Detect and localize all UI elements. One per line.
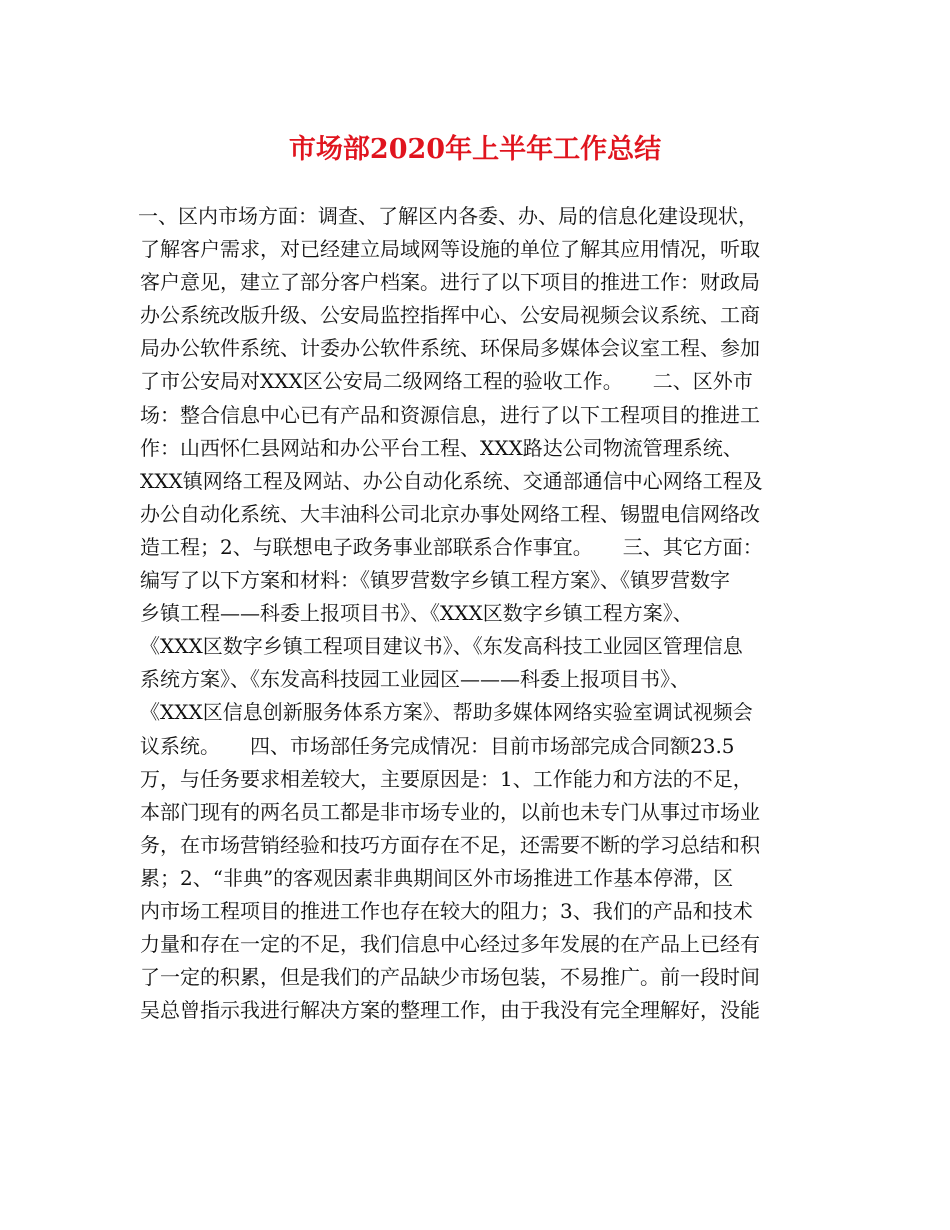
body-line: 编写了以下方案和材料：《镇罗营数字乡镇工程方案》、《镇罗营数字 <box>140 568 730 593</box>
body-line: 办公系统改版升级、公安局监控指挥中心、公安局视频会议系统、工商 <box>140 303 760 328</box>
body-line: 了解客户需求，对已经建立局域网等设施的单位了解其应用情况，听取 <box>140 237 760 262</box>
body-line: 累；2、“非典”的客观因素非典期间区外市场推进工作基本停滞，区 <box>140 865 734 890</box>
body-line: 客户意见，建立了部分客户档案。进行了以下项目的推进工作：财政局 <box>140 270 760 295</box>
body-line: 场：整合信息中心已有产品和资源信息，进行了以下工程项目的推进工 <box>140 402 760 427</box>
body-line: 局办公软件系统、计委办公软件系统、环保局多媒体会议室工程、参加 <box>140 336 760 361</box>
body-line: 乡镇工程——科委上报项目书》、《XXX区数字乡镇工程方案》、 <box>140 601 693 626</box>
body-line: 务，在市场营销经验和技巧方面存在不足，还需要不断的学习总结和积 <box>140 832 760 857</box>
body-line: 《XXX区信息创新服务体系方案》、帮助多媒体网络实验室调试视频会 <box>140 700 753 725</box>
body-line: 本部门现有的两名员工都是非市场专业的，以前也未专门从事过市场业 <box>140 799 760 824</box>
body-line: XXX镇网络工程及网站、办公自动化系统、交通部通信中心网络工程及 <box>140 468 763 493</box>
body-line: 议系统。 四、市场部任务完成情况：目前市场部完成合同额23.5 <box>140 733 735 758</box>
body-line: 吴总曾指示我进行解决方案的整理工作，由于我没有完全理解好，没能 <box>140 998 760 1023</box>
body-line: 内市场工程项目的推进工作也存在较大的阻力；3、我们的产品和技术 <box>140 898 753 923</box>
body-line: 万，与任务要求相差较大，主要原因是：1、工作能力和方法的不足， <box>140 766 753 791</box>
body-line: 系统方案》、《东发高科技园工业园区———科委上报项目书》、 <box>140 667 690 692</box>
body-line: 《XXX区数字乡镇工程项目建议书》、《东发高科技工业园区管理信息 <box>140 634 743 659</box>
document-body <box>140 200 820 1027</box>
body-line: 一、区内市场方面：调查、了解区内各委、办、局的信息化建设现状， <box>138 204 758 228</box>
body-line: 了市公安局对XXX区公安局二级网络工程的验收工作。 二、区外市 <box>140 369 753 394</box>
body-line: 作：山西怀仁县网站和办公平台工程、XXX路达公司物流管理系统、 <box>140 435 743 460</box>
body-line: 造工程；2、与联想电子政务事业部联系合作事宜。 三、其它方面： <box>140 534 763 559</box>
body-line: 了一定的积累，但是我们的产品缺少市场包装，不易推广。前一段时间 <box>140 965 760 990</box>
body-line: 力量和存在一定的不足，我们信息中心经过多年发展的在产品上已经有 <box>140 932 760 957</box>
document-title: 市场部2020年上半年工作总结 <box>288 134 662 165</box>
body-line: 办公自动化系统、大丰油科公司北京办事处网络工程、锡盟电信网络改 <box>140 501 760 526</box>
